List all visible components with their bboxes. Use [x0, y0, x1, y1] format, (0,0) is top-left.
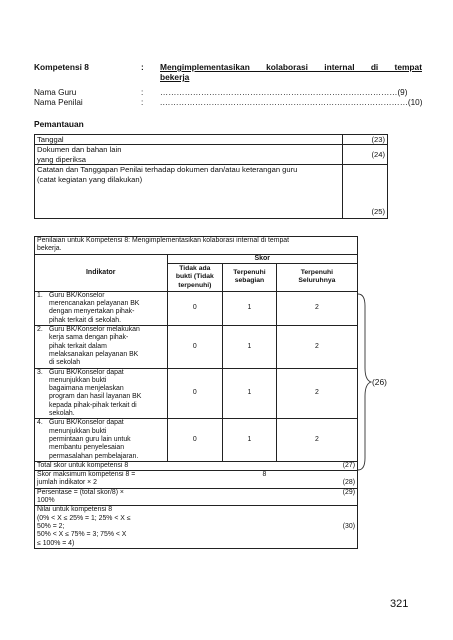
indicator-3-line: Guru BK/Konselor dapat — [49, 368, 124, 376]
indicator-2-text — [49, 326, 140, 367]
indicator-1-line: Guru BK/Konselor — [49, 291, 105, 299]
indicator-3 — [35, 368, 168, 419]
dokumen-label-line2: yang diperiksa — [37, 154, 86, 164]
indicator-row-3 — [35, 368, 358, 419]
indicator-3-line: menunjukkan bukti — [49, 376, 107, 384]
nilai-code: (30) — [167, 506, 357, 548]
guru-value: ……………………………………………………………………………(9) — [160, 88, 408, 97]
catatan-label-line1: Catatan dan Tanggapan Penilai terhadap dokumen dan/atau keterangan guru — [37, 165, 298, 175]
kompetensi-title-line2: bekerja — [160, 72, 190, 82]
indicator-3-score-1[interactable]: 1 — [223, 368, 277, 419]
indicator-2-line: kerja sama dengan pihak- — [49, 334, 129, 342]
max-label-line1: Skor maksimum kompetensi 8 = — [37, 471, 136, 479]
persen-code: (29) — [167, 488, 357, 506]
max-row — [35, 471, 358, 489]
max-label — [35, 471, 168, 489]
dokumen-label — [35, 145, 343, 165]
header-seluruh-line1: Terpenuhi — [300, 269, 334, 277]
indicator-4-score-0[interactable]: 0 — [167, 419, 223, 461]
dokumen-label-line1: Dokumen dan bahan lain — [37, 145, 122, 155]
penilai-label: Nama Penilai — [34, 98, 83, 107]
indicator-4-line: membantu penyelesaian — [49, 444, 125, 452]
header-terpenuhi-seluruhnya — [276, 263, 357, 291]
guru-colon: : — [141, 88, 144, 97]
header-tidak-line1: Tidak ada — [179, 264, 211, 272]
indicator-3-score-0[interactable]: 0 — [167, 368, 223, 419]
indicator-1 — [35, 291, 168, 325]
catatan-label — [35, 165, 343, 219]
persen-label-line1: Persentase = (total skor/8) × — [37, 488, 124, 496]
penilaian-table — [34, 236, 358, 549]
indicator-3-text — [49, 369, 141, 419]
dokumen-code: (24) — [343, 145, 388, 165]
indicator-3-line: kepada pihak-pihak terkait di — [49, 401, 137, 409]
indicator-1-line: dengan menyertakan pihak- — [49, 308, 135, 316]
indicator-4-line: Guru BK/Konselor dapat — [49, 419, 124, 427]
header-sebagian-line1: Terpenuhi — [233, 269, 266, 277]
indicator-4-num: 4. — [37, 419, 43, 427]
brace-path — [358, 294, 371, 470]
total-code: (27) — [167, 461, 357, 470]
nilai-label-line1: Nilai untuk kompetensi 8 — [37, 506, 113, 514]
indicator-1-text — [49, 292, 139, 325]
tanggal-code: (23) — [343, 135, 388, 145]
indicator-2-num: 2. — [37, 326, 43, 334]
kompetensi-label: Kompetensi 8 — [34, 62, 89, 72]
indicator-3-line: program dan hasil layanan BK — [49, 393, 142, 401]
header-indikator: Indikator — [35, 254, 168, 291]
nilai-label-line2: (0% < X ≤ 25% = 1; 25% < X ≤ — [37, 514, 131, 522]
indicator-4-score-1[interactable]: 1 — [223, 419, 277, 461]
indicator-2-line: di sekolah — [49, 359, 81, 367]
penilai-value: .………………………………………………………………………………(10) — [160, 98, 423, 107]
indicator-row-2 — [35, 326, 358, 368]
header-terpenuhi-sebagian — [223, 263, 277, 291]
penilai-colon: : — [141, 98, 144, 107]
catatan-label-line2: (catat kegiatan yang dilakukan) — [37, 174, 143, 184]
indicator-3-num: 3. — [37, 368, 43, 376]
page-number: 321 — [390, 598, 409, 610]
nilai-label-line3: 50% = 2; — [37, 522, 65, 530]
indicator-3-score-2[interactable]: 2 — [276, 368, 357, 419]
indicator-2-score-1[interactable]: 1 — [223, 326, 277, 368]
catatan-row — [35, 165, 388, 219]
header-tidak-line2: bukti (Tidak — [175, 273, 214, 281]
intro-row — [35, 237, 358, 255]
kompetensi-title-line1: Mengimplementasikan kolaborasi internal di tempat — [160, 62, 422, 72]
indicator-2-line: Guru BK/Konselor melakukan — [49, 326, 140, 334]
indicator-1-score-2[interactable]: 2 — [276, 291, 357, 325]
header-tidak-ada-bukti — [167, 263, 223, 291]
indicator-4-text — [49, 419, 138, 460]
indicator-row-4 — [35, 419, 358, 461]
indicator-3-line: sekolah. — [49, 410, 75, 418]
indicator-4-line: permasalahan pembelajaran. — [49, 452, 139, 460]
nilai-row — [35, 506, 358, 548]
header-skor: Skor — [167, 254, 357, 263]
max-value: 8 — [167, 471, 276, 489]
max-label-line2: jumlah indikator × 2 — [37, 479, 97, 487]
indicator-2 — [35, 326, 168, 368]
brace-code: (26) — [372, 377, 387, 387]
penilaian-intro — [35, 237, 358, 255]
nilai-label-line4: 50% < X ≤ 75% = 3; 75% < X — [37, 531, 127, 539]
indicator-row-1 — [35, 291, 358, 325]
pemantauan-heading: Pemantauan — [34, 119, 84, 129]
indicator-1-num: 1. — [37, 291, 43, 299]
indicator-2-score-2[interactable]: 2 — [276, 326, 357, 368]
penilaian-intro-line2: bekerja. — [37, 245, 62, 253]
indicator-3-line: bagaimana menjelaskan — [49, 385, 124, 393]
indicator-2-line: pihak terkait dalam — [49, 342, 107, 350]
header-seluruh-line2: Seluruhnya — [298, 277, 336, 285]
persen-row — [35, 488, 358, 506]
indicator-4-line: menunjukkan bukti — [49, 427, 107, 435]
penilaian-intro-line1: Penilaian untuk Kompetensi 8: Mengimplementasikan kolaborasi internal di tempat — [37, 237, 290, 244]
persen-label — [35, 488, 168, 506]
header-sebagian-line2: sebagian — [234, 277, 265, 285]
indicator-1-line: pihak terkait di sekolah. — [49, 316, 122, 324]
indicator-1-score-0[interactable]: 0 — [167, 291, 223, 325]
kompetensi-colon: : — [141, 62, 144, 72]
max-code: (28) — [276, 471, 357, 489]
tanggal-label: Tanggal — [35, 135, 343, 145]
total-row — [35, 461, 358, 470]
pemantauan-table — [34, 134, 388, 219]
indicator-4-score-2[interactable]: 2 — [276, 419, 357, 461]
indicator-1-line: merencanakan pelayanan BK — [49, 300, 140, 308]
guru-label: Nama Guru — [34, 88, 77, 97]
indicator-1-score-1[interactable]: 1 — [223, 291, 277, 325]
indicator-4 — [35, 419, 168, 461]
indicator-2-line: melaksanakan pelayanan BK — [49, 350, 139, 358]
nilai-label-line5: ≤ 100% = 4) — [37, 539, 75, 547]
persen-label-line2: 100% — [37, 497, 55, 505]
tanggal-row — [35, 135, 388, 145]
dokumen-row — [35, 145, 388, 165]
indicator-4-line: permintaan guru lain untuk — [49, 435, 131, 443]
indicator-2-score-0[interactable]: 0 — [167, 326, 223, 368]
total-label: Total skor untuk kompetensi 8 — [35, 461, 168, 470]
header-tidak-line3: terpenuhi) — [178, 281, 212, 289]
catatan-code: (25) — [343, 165, 388, 219]
skor-header-row — [35, 254, 358, 263]
nilai-label — [35, 506, 168, 548]
